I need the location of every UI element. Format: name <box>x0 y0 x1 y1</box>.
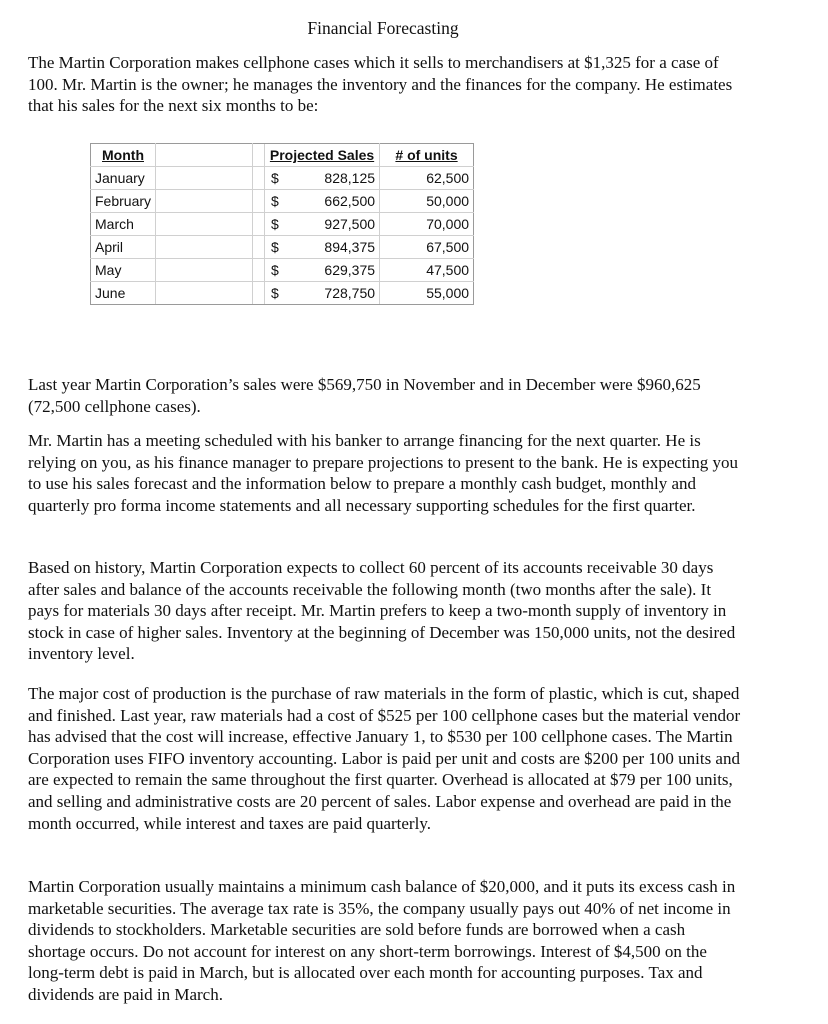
currency-cell: $ <box>265 167 302 190</box>
table-row <box>91 282 474 305</box>
month-cell: February <box>91 190 156 213</box>
month-cell: April <box>91 236 156 259</box>
currency-cell: $ <box>265 236 302 259</box>
banker-meeting-paragraph: Mr. Martin has a meeting scheduled with his banker to arrange financing for the next quarter. He is relying on you, as his finance manager to prepare projections to present to the bank. He is expecting you to use his sales forecast and the information below to prepare a monthly cash budget, monthly and quarterly pro forma income statements and all necessary supporting schedules for the first quarter. <box>28 431 739 515</box>
table-row <box>91 236 474 259</box>
table-row <box>91 190 474 213</box>
cash-policy-paragraph: Martin Corporation usually maintains a minimum cash balance of $20,000, and it puts its excess cash in marketable securities. The average tax rate is 35%, the company usually pays out 40% of net income in dividends to stockholders. Marketable securities are sold before funds are borrowed when a cash shortage occurs. Do not account for interest on any short-term borrowings. Interest of $4,500 on the long-term debt is paid in March, but is allocated over each month for accounting purposes. Tax and dividends are paid in March. <box>28 877 736 1004</box>
sales-cell: 894,375 <box>301 236 380 259</box>
page-title: Financial Forecasting <box>307 18 459 38</box>
units-cell: 50,000 <box>380 190 474 213</box>
header-empty <box>156 144 253 167</box>
currency-cell: $ <box>265 259 302 282</box>
table-row <box>91 167 474 190</box>
table-row <box>91 213 474 236</box>
prior-year-sales-paragraph: Last year Martin Corporation’s sales were $569,750 in November and in December were $960,625 (72,500 cellphone cases). <box>28 375 701 416</box>
currency-cell: $ <box>265 282 302 305</box>
units-cell: 67,500 <box>380 236 474 259</box>
sales-cell: 828,125 <box>301 167 380 190</box>
units-cell: 70,000 <box>380 213 474 236</box>
collections-paragraph: Based on history, Martin Corporation expects to collect 60 percent of its accounts receivable 30 days after sales and balance of the accounts receivable the following month (two months after the sale). It pays for materials 30 days after receipt. Mr. Martin prefers to keep a two-month supply of inventory in stock in case of higher sales. Inventory at the beginning of December was 150,000 units, not the desired inventory level. <box>28 558 736 664</box>
intro-paragraph: The Martin Corporation makes cellphone cases which it sells to merchandisers at $1,325 for a case of 100. Mr. Martin is the owner; he manages the inventory and the finances for the company. He estimates that his sales for the next six months to be: <box>28 53 733 116</box>
month-cell: March <box>91 213 156 236</box>
month-cell: May <box>91 259 156 282</box>
units-cell: 55,000 <box>380 282 474 305</box>
table-row <box>91 259 474 282</box>
sales-cell: 927,500 <box>301 213 380 236</box>
units-cell: 62,500 <box>380 167 474 190</box>
currency-cell: $ <box>265 190 302 213</box>
header-projected-sales: Projected Sales <box>265 144 380 167</box>
header-month: Month <box>91 144 156 167</box>
month-cell: June <box>91 282 156 305</box>
header-spacer <box>253 144 265 167</box>
production-cost-paragraph: The major cost of production is the purchase of raw materials in the form of plastic, which is cut, shaped and finished. Last year, raw materials had a cost of $525 per 100 cellphone cases but the material vendor has advised that the cost will increase, effective January 1, to $530 per 100 cellphone cases. The Martin Corporation uses FIFO inventory accounting. Labor is paid per unit and costs are $200 per 100 units and are expected to remain the same throughout the first quarter. Overhead is allocated at $79 per 100 units, and selling and administrative costs are 20 percent of sales. Labor expense and overhead are paid in the month occurred, while interest and taxes are paid quarterly. <box>28 684 741 833</box>
sales-forecast-table <box>90 143 474 305</box>
currency-cell: $ <box>265 213 302 236</box>
sales-cell: 728,750 <box>301 282 380 305</box>
table-header-row <box>91 144 474 167</box>
header-units: # of units <box>380 144 474 167</box>
sales-cell: 662,500 <box>301 190 380 213</box>
units-cell: 47,500 <box>380 259 474 282</box>
month-cell: January <box>91 167 156 190</box>
sales-cell: 629,375 <box>301 259 380 282</box>
